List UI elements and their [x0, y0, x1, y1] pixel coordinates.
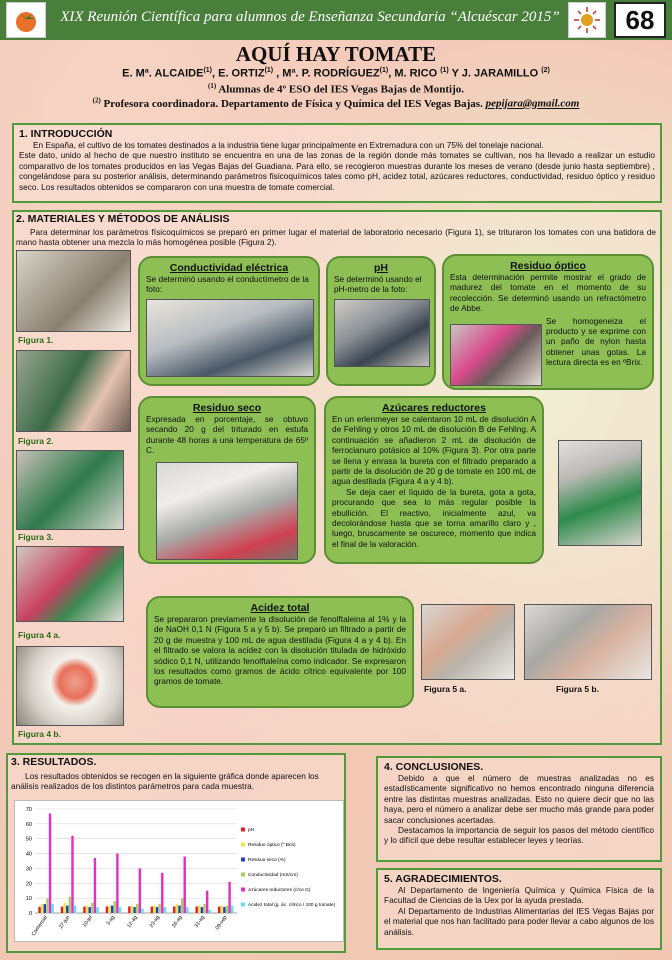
bar — [198, 906, 200, 913]
legend-label: Azúcares reductores (c/co G) — [248, 888, 311, 893]
conductivity-title: Conductividad eléctrica — [169, 262, 289, 274]
ph-text: Se determinó usando el pH-metro de la foto: — [334, 274, 422, 295]
school-logo — [6, 2, 46, 38]
reducing-sugars-text-1: En un erlenmeyer se calentaron 10 mL de disolución A de Fehling y otros 10 mL de disolución B de Fehling. A continuación se añadieron 2 mL de disolución de ferrocianuro potásico al 10% (Figura 3). Por otra parte se llena y enrasa la bureta con el filtrado preparado a partir de la disolución de 20 g de tomate en 100 mL de agua destilada (Figura 4 a y 4 b). — [332, 414, 536, 487]
legend-label: Residuo óptico (º Brix) — [248, 843, 296, 848]
bar — [209, 910, 211, 913]
bar — [46, 898, 48, 913]
affiliation-teacher — [0, 96, 672, 110]
conductivity-box — [138, 256, 320, 386]
bar — [66, 906, 68, 913]
thanks-section — [376, 868, 662, 950]
bar — [108, 906, 110, 913]
conductivity-text: Se determinó usando el conductímetro de la foto: — [146, 274, 309, 295]
bar — [181, 898, 183, 913]
bar — [218, 907, 220, 913]
poster-title: AQUÍ HAY TOMATE — [235, 42, 437, 66]
bar — [201, 907, 203, 913]
legend-label: Resisuo seco (%) — [248, 858, 286, 863]
total-acidity-box — [146, 596, 414, 708]
poster-number: 68 — [614, 2, 666, 38]
y-tick-label: 70 — [25, 807, 32, 813]
bar — [74, 906, 76, 913]
bar — [161, 873, 163, 913]
figure-5b-photo — [524, 604, 652, 680]
thanks-title: 5. AGRADECIMIENTOS. — [384, 873, 502, 885]
bar — [106, 906, 108, 913]
y-tick-label: 20 — [25, 881, 32, 888]
total-acidity-text: Se prepararon previamente la disolución de fenolftaleina al 1% y la de NaOH 0,1 N (Figura 5 a y 5 b). Se preparó un filtrado a partir de 20 g de muestra y 100 mL de agua destilada (Figura 4 a y 4 b). En el filtrado se valora la acidez con la disolución titulada de hidróxido sódico 0,1 N, utilizando fenolftaleína como indicador. Se expresaron los resultados como gramos de ácido cítrico equivalente por 100 gramos de tomate. — [154, 614, 406, 687]
optical-residue-box — [442, 254, 654, 390]
bar — [69, 897, 71, 913]
bar — [223, 907, 225, 913]
bar — [186, 907, 188, 913]
bar — [226, 906, 228, 913]
bar — [114, 901, 116, 913]
legend-swatch — [241, 903, 245, 907]
figure-4a-photo — [16, 546, 124, 622]
y-tick-label: 30 — [25, 866, 32, 873]
bar — [116, 854, 118, 913]
bar — [206, 891, 208, 913]
bar — [49, 813, 51, 913]
reducing-sugars-box — [324, 396, 544, 564]
bar — [91, 903, 93, 913]
conclusions-title: 4. CONCLUSIONES. — [384, 761, 484, 773]
affiliation-teacher-text: $^{(2)}$ Profesora coordinadora. Departamento de Física y Química del IES Vegas Bajas. — [92, 96, 486, 110]
sun-logo-icon — [572, 5, 602, 35]
ph-title: pH — [374, 262, 388, 274]
intro-paragraph-1: En España, el cultivo de los tomates destinados a la industria tiene lugar principalmente en Extremadura con un 75% del tonelaje nacional. — [33, 140, 544, 150]
bar — [51, 904, 53, 913]
contact-email[interactable]: pepijara@gmail.com — [485, 97, 580, 110]
tomato-logo-icon — [9, 5, 43, 35]
bar — [231, 906, 233, 913]
reducing-sugars-text-2: Se deja caer el líquido de la bureta, gota a gota, procurando que sea lo más regular posible la ebullición. El reactivo, inicialmente azul, va decolorándose hasta que se torna amarillo claro y , luego, bruscamente se oscurece, momento que indica el final de la valoración. — [332, 486, 536, 549]
results-text: Los resultados obtenidos se recogen en la siguiente gráfica donde aparecen los análisis realizados de los distintos parámetros para cada muestra. — [11, 771, 319, 792]
figure-2-label: Figura 2. — [18, 436, 54, 446]
bar — [61, 907, 63, 913]
ph-box — [326, 256, 436, 386]
figure-5b-label: Figura 5 b. — [556, 684, 599, 694]
legend-label: Acidez total (g. ác. cítrico / 100 g tomate) — [248, 903, 336, 908]
bar — [195, 906, 197, 913]
results-title: 3. RESULTADOS. — [11, 756, 97, 768]
bar — [119, 907, 121, 913]
conclusions-paragraph-1: Debido a que el número de muestras analizadas no es estadísticamente significativo no hemos encontrado ninguna diferencia entre las distintas muestras analizadas. Esto no quiere decir que no las haya, pero el número a analizar debe ser mucho más grande para poder sacar conclusiones acertadas. — [384, 773, 654, 825]
bar — [44, 904, 46, 913]
results-chart — [14, 800, 344, 942]
bar — [96, 907, 98, 913]
methods-intro: Para determinar los parámetros físicoquímicos se preparó en primer lugar el material de laboratorio necesario (Figura 1), se trituraron los tomates con una batidora de mano hasta obtener una mezcla lo más homogénea posible (Figura 2). — [16, 227, 656, 248]
legend-swatch — [241, 888, 245, 892]
ph-meter-photo — [334, 299, 430, 367]
figure-4b-label: Figura 4 b. — [18, 729, 61, 739]
bar — [139, 868, 141, 913]
x-tick-label: 26-ag — [171, 914, 184, 930]
figure-5a-photo — [421, 604, 515, 680]
figure-4b-photo — [16, 646, 124, 726]
reducing-sugars-title: Azúcares reductores — [382, 402, 486, 414]
bar — [88, 907, 90, 913]
bar — [128, 906, 130, 913]
intro-section — [12, 123, 662, 203]
dry-residue-box — [138, 396, 316, 564]
bar — [153, 906, 155, 913]
y-tick-label: 50 — [25, 836, 32, 843]
conclusions-paragraph-2: Destacamos la importancia de seguir los pasos del método científico y lo difícil que debe resultar establecer leyes y teorías. — [384, 825, 654, 846]
bar — [176, 904, 178, 913]
y-tick-label: 10 — [25, 896, 32, 903]
y-tick-label: 0 — [28, 911, 32, 917]
bar — [83, 907, 85, 913]
bar — [136, 904, 138, 913]
bar — [228, 882, 230, 913]
burette-photo — [558, 440, 642, 546]
x-tick-label: 10-jul — [81, 914, 94, 929]
legend-swatch — [241, 828, 245, 832]
figure-3-photo — [16, 450, 124, 530]
thanks-paragraph-1: Al Departamento de Ingeniería Química y Química Física de la Facultad de Ciencias de la Uex por la ayuda prestada. — [384, 885, 654, 906]
x-tick-label: 12-ag — [126, 914, 139, 930]
figure-3-label: Figura 3. — [18, 532, 54, 542]
legend-swatch — [241, 843, 245, 847]
results-chart-svg — [15, 801, 345, 943]
affiliation-students: $^{(1)}$ Alumnas de 4º ESO del IES Vegas Bajas de Montijo. — [208, 82, 464, 96]
y-tick-label: 60 — [25, 821, 32, 828]
bar — [184, 857, 186, 913]
authors: E. Mª. ALCAIDE$^{(1)}$, E. ORTIZ$^{(1)}$ , Mª. P. RODRÍGUEZ$^{(1)}$, M. RICO $^{(1)}$ Y J. JARAMILLO $^{(2)}$ — [122, 67, 550, 80]
bar — [158, 904, 160, 913]
figure-1-label: Figura 1. — [18, 335, 54, 345]
optical-residue-text-2: Se homogeneiza el producto y se exprime con un paño de nylon hasta obtener unas gotas. La lectura directa es en ºBrix. — [546, 315, 646, 368]
legend-swatch — [241, 858, 245, 862]
refractometer-photo — [450, 324, 542, 386]
y-tick-label: 40 — [25, 851, 32, 858]
conclusions-section — [376, 756, 662, 862]
intro-paragraph-2: Este dato, unido al hecho de que nuestro instituto se encuentra en una de las zonas de la región donde más tomates se cultivan, nos ha llevado a realizar un estudio comparativo de los tomates producidos en las Vegas Bajas del Guadiana. Para ello, se recogieron muestras durante los meses de verano (desde junio hasta septiembre) , congelándose para su posterior análisis, determinando parámetros fisicoquímicos tales como pH, acidez total, azúcares reductores, conductividad, residuo óptico y residuo seco. Los resultados obtenidos se compararon con una muestra de tomate comercial. — [19, 150, 655, 192]
bar — [86, 906, 88, 913]
total-acidity-title: Acidez total — [250, 602, 310, 614]
intro-title: 1. INTRODUCCIÓN — [19, 128, 113, 140]
x-tick-label: 27-jun — [58, 914, 72, 930]
x-tick-label: 3-ag — [105, 914, 117, 927]
bar — [41, 904, 43, 913]
x-tick-label: 23-ag — [148, 914, 162, 930]
conductimeter-photo — [146, 299, 314, 377]
optical-residue-title: Residuo óptico — [510, 260, 586, 272]
thanks-paragraph-2: Al Departamento de Industrias Alimentarias del IES Vegas Bajas por el material que nos han facilitado para poder llevar a cabo algunos de los análisis. — [384, 905, 654, 937]
bar — [156, 907, 158, 913]
figure-4a-label: Figura 4 a. — [18, 630, 61, 640]
x-tick-label: 09-sep — [214, 914, 229, 932]
optical-residue-text-1: Esta determinación permite mostrar el grado de madurez del tomate en el momento de su recolección. Se determinó usando un refractómetro de Abbe. — [450, 272, 646, 314]
event-title: XIX Reunión Científica para alumnos de Enseñanza Secundaria “Alcuéscar 2015” — [60, 9, 560, 25]
legend-label: Conductividad (mS/cm) — [248, 873, 298, 878]
bar — [111, 906, 113, 913]
bar — [178, 906, 180, 913]
bar — [38, 907, 40, 913]
methods-title: 2. MATERIALES Y MÉTODOS DE ANÁLISIS — [16, 213, 230, 225]
figure-1-photo — [16, 250, 131, 332]
oven-photo — [156, 462, 298, 560]
bar — [173, 906, 175, 913]
legend-label: pH — [248, 828, 255, 833]
bar — [221, 906, 223, 913]
bar — [63, 903, 65, 913]
bar — [71, 836, 73, 913]
bar — [131, 906, 133, 913]
dry-residue-title: Residuo seco — [192, 402, 262, 414]
event-logo — [568, 2, 606, 38]
x-tick-label: 31-ag — [193, 914, 207, 930]
figure-5a-label: Figura 5 a. — [424, 684, 467, 694]
bar — [133, 907, 135, 913]
bar — [94, 858, 96, 913]
legend-swatch — [241, 873, 245, 877]
x-tick-label: Comercial — [30, 914, 49, 938]
figure-2-photo — [16, 350, 131, 432]
bar — [141, 909, 143, 913]
dry-residue-text: Expresada en porcentaje, se obtuvo secando 20 g del triturado en estufa durante 48 horas a una temperatura de 65º C. — [146, 414, 308, 456]
bar — [203, 904, 205, 913]
bar — [151, 907, 153, 913]
bar — [164, 907, 166, 913]
